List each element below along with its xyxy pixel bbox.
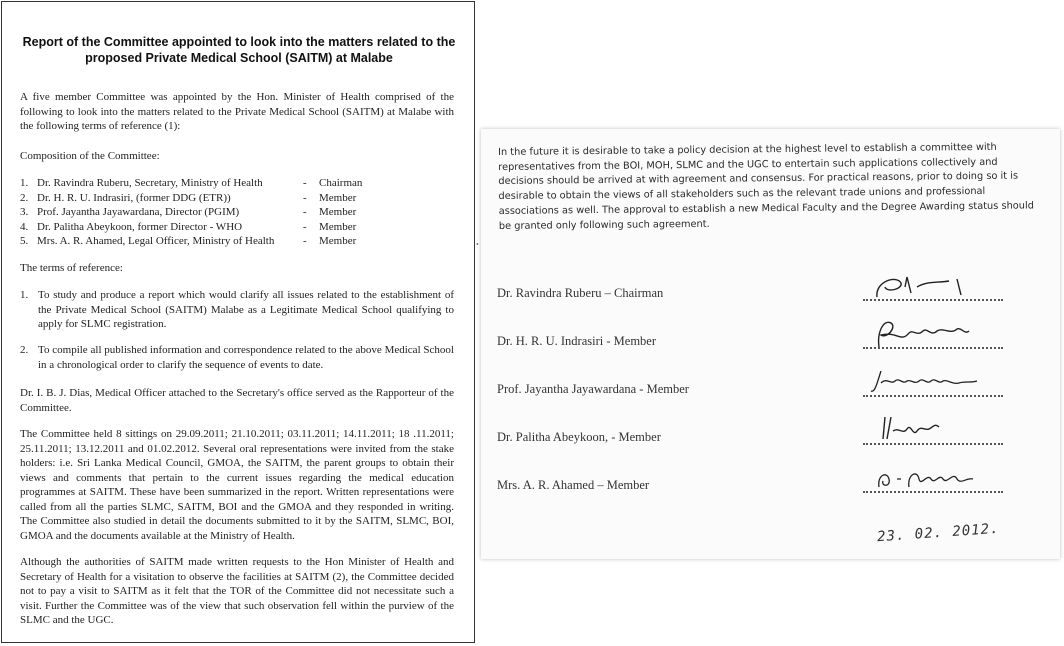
signature-row — [497, 315, 1037, 355]
tor-item: 2. To compile all published information and correspondence related to the above Medical School in a chronological order to clarify the sequence of events to date. — [20, 344, 454, 371]
list-item: 3. Prof. Jayantha Jayawardana, Director (PGIM) - Member — [20, 206, 357, 218]
signature-row — [497, 411, 1037, 451]
signature-image — [857, 409, 1007, 449]
signature-image — [857, 313, 1007, 353]
list-item: 2. Dr. H. R. U. Indrasiri, (former DDG (ETR)) - Member — [20, 191, 357, 204]
signatory-label: Prof. Jayantha Jayawardana - Member — [497, 382, 689, 396]
signature-image — [857, 269, 1007, 305]
signatory-label: Dr. H. R. U. Indrasiri - Member — [497, 334, 656, 348]
signature-image — [857, 457, 1007, 497]
signatory-label: Mrs. A. R. Ahamed – Member — [497, 478, 650, 492]
composition-list — [20, 176, 460, 249]
report-page-left — [1, 1, 475, 643]
report-title: Report of the Committee appointed to look into the matters related to the proposed Private Medical School (SAITM) at Malabe — [22, 35, 456, 65]
signature-row — [497, 459, 1037, 499]
tor-item: 1. To study and produce a report which would clarify all issues related to the establishment of the Private Medical School (SAITM) Malabe as a Legitimate Medical School qualifying to apply for SLMC registration. — [20, 289, 454, 330]
list-item: 4. Dr. Palitha Abeykoon, former Director - WHO - Member — [20, 220, 357, 233]
page-divider-mark: • — [476, 240, 479, 249]
intro-paragraph: A five member Committee was appointed by the Hon. Minister of Health comprised of the following to look into the matters related to the Private Medical School (SAITM) at Malabe with the following terms of reference (1): — [20, 91, 454, 132]
list-item: 5. Mrs. A. R. Ahamed, Legal Officer, Ministry of Health - Member — [20, 235, 357, 247]
tor-heading: The terms of reference: — [20, 262, 123, 274]
signatory-label: Dr. Ravindra Ruberu – Chairman — [497, 286, 664, 300]
signature-row — [497, 363, 1037, 403]
signature-date: 23. 02. 2012. — [876, 520, 1000, 546]
report-page-right — [481, 129, 1060, 559]
rapporteur-paragraph: Dr. I. B. J. Dias, Medical Officer attached to the Secretary's office served as the Rapporteur of the Committee. — [20, 387, 454, 414]
list-item: 1. Dr. Ravindra Ruberu, Secretary, Ministry of Health - Chairman — [20, 177, 363, 189]
signatory-label: Dr. Palitha Abeykoon, - Member — [497, 430, 661, 444]
signature-row — [497, 267, 1037, 307]
composition-heading: Composition of the Committee: — [20, 150, 160, 162]
sittings-paragraph: The Committee held 8 sittings on 29.09.2011; 21.10.2011; 03.11.2011; 14.11.2011; 18 .11.2011; 25.11.2011; 13.12.2011 and 01.02.2012. Several oral representations were invited from the stake holders: i.e. Sri Lanka Medical Council, GMOA, the SAITM, the parent groups to obtain their views and comments that pertain to the current issues regarding the medical education programmes at SAITM. These have been summarized in the report. Written representations were called from all the parties SLMC, SAITM, BOI and the GMOA and they responded in writing. The Committee also studied in detail the documents submitted to it by the SAITM, SLMC, BOI, GMOA and the documents available at the Ministry of Health. — [20, 428, 454, 542]
signature-image — [857, 361, 1007, 401]
visit-paragraph: Although the authorities of SAITM made written requests to the Hon Minister of Health and Secretary of Health for a visitation to observe the facilities at SAITM (2), the Committee decided not to pay a visit to SAITM as it felt that the TOR of the Committee did not necessitate such a visit. Further the Committee was of the view that such observation fell within the purview of the SLMC and the UGC. — [20, 556, 454, 626]
recommendation-paragraph: In the future it is desirable to take a policy decision at the highest level to establish a committee with representatives from the BOI, MOH, SLMC and the UGC to entertain such applications collectively and decisions should be arrived at with agreement and consensus. For practical reasons, prior to doing so it is desirable to obtain the views of all stakeholders such as the relevant trade unions and professional associations as well. The approval to establish a new Medical Faculty and the Degree Awarding status should be granted only following such agreement. — [498, 141, 1034, 232]
